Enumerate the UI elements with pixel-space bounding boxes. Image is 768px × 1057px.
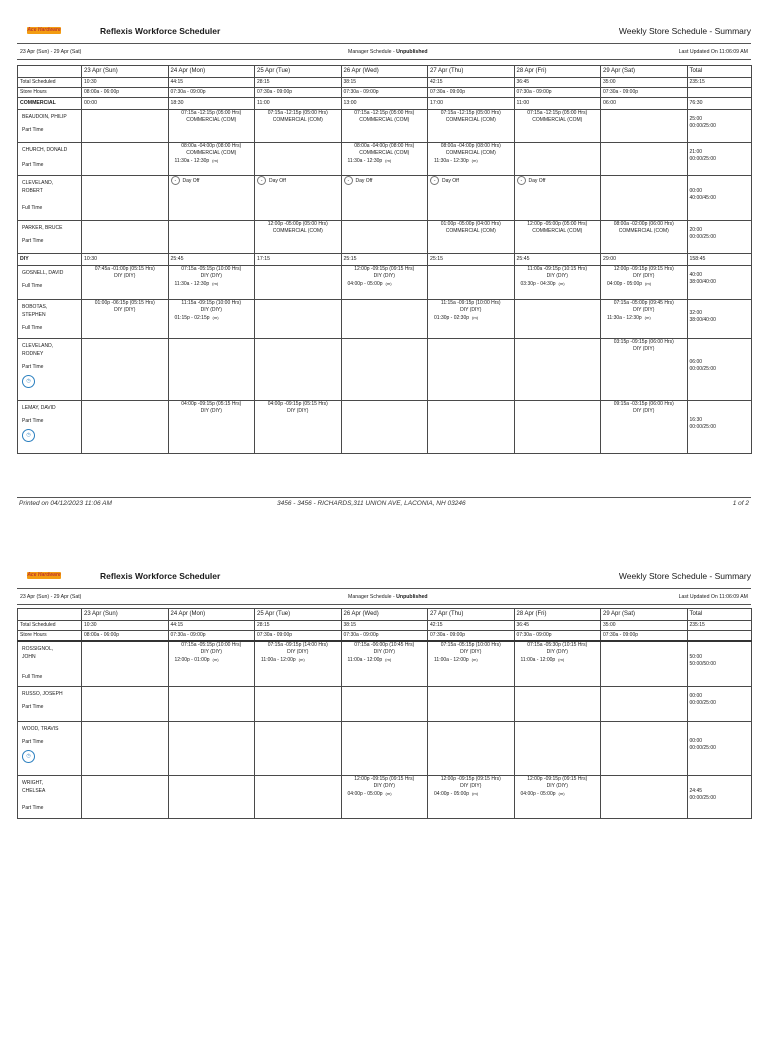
employee-name-cell[interactable]: WRIGHT, CHELSEA Part Time — [18, 775, 82, 818]
employee-row-wood — [18, 721, 752, 775]
shift-cell-empty[interactable] — [341, 686, 428, 721]
group-hours: 13:00 — [341, 98, 428, 110]
subheader-divider — [17, 59, 751, 60]
corner-cell — [18, 66, 82, 78]
day-off-cell[interactable]: ◔ Day Off — [255, 176, 342, 221]
group-hours: 25:45 — [168, 254, 255, 266]
report-title: Weekly Store Schedule - Summary — [618, 26, 751, 36]
metric-cell — [687, 631, 752, 642]
schedule-status: Manager Schedule - Unpublished — [348, 594, 428, 600]
metric-cell: 28:15 — [255, 621, 342, 631]
shift-cell[interactable]: 07:15a -05:15p (10:00 Hrs) DIY (DIY) 11:30a - 12:30p (m) — [168, 266, 255, 300]
metric-cell: 08:00a - 06:00p — [82, 88, 169, 98]
employee-name-cell[interactable]: BEAUDOIN, PHILIP Part Time — [18, 110, 82, 143]
shift-cell-empty[interactable] — [82, 339, 169, 401]
group-hours: 10:30 — [82, 254, 169, 266]
report-title: Weekly Store Schedule - Summary — [618, 571, 751, 581]
group-hours: 76:30 — [687, 98, 752, 110]
employee-row-russo — [18, 686, 752, 721]
metric-cell: 07:30a - 09:00p — [601, 631, 688, 642]
metric-cell: 07:30a - 09:00p — [428, 88, 515, 98]
metric-cell: 36:45 — [514, 621, 601, 631]
employee-total: 00:00 00:00/25:00 — [687, 686, 752, 721]
shift-cell-empty[interactable] — [255, 721, 342, 775]
subheader — [17, 47, 751, 57]
shift-cell-empty[interactable] — [341, 221, 428, 254]
employee-total: 40:00 38:00/40:00 — [687, 266, 752, 300]
employee-name-cell[interactable]: CLEVELAND, RODNEY Part Time ◷ — [18, 339, 82, 401]
metric-cell: 07:30a - 09:00p — [514, 631, 601, 642]
shift-cell-empty[interactable] — [428, 721, 515, 775]
shift-cell-empty[interactable] — [514, 339, 601, 401]
brand-logo: Ace Hardware — [27, 27, 61, 33]
employee-name-cell[interactable]: BOBOTAS, STEPHEN Full Time — [18, 300, 82, 339]
metric-cell: 44:15 — [168, 621, 255, 631]
day-header: 25 Apr (Tue) — [255, 609, 342, 621]
metric-cell: 08:00a - 06:00p — [82, 631, 169, 642]
employee-row-cleveland-rodney — [18, 339, 752, 401]
day-header: 24 Apr (Mon) — [168, 66, 255, 78]
printed-on: Printed on 04/12/2023 11:06 AM — [19, 500, 112, 507]
metric-cell: 35:00 — [601, 621, 688, 631]
shift-cell[interactable]: 07:45a -01:00p (05:15 Hrs) DIY (DIY) — [82, 266, 169, 300]
app-title: Reflexis Workforce Scheduler — [100, 571, 221, 581]
group-hours: 06:00 — [601, 98, 688, 110]
group-hours: 158:45 — [687, 254, 752, 266]
shift-cell-empty[interactable] — [82, 641, 169, 686]
schedule-table — [17, 608, 752, 819]
day-header: 27 Apr (Thu) — [428, 66, 515, 78]
shift-cell[interactable]: 01:00p -06:15p (05:15 Hrs) DIY (DIY) — [82, 300, 169, 339]
shift-cell[interactable]: 09:15a -03:15p (06:00 Hrs) DIY (DIY) — [601, 401, 688, 454]
metric-cell: 10:30 — [82, 78, 169, 88]
day-header: 29 Apr (Sat) — [601, 66, 688, 78]
employee-name-cell[interactable]: ROSSIGNOL, JOHN Full Time — [18, 641, 82, 686]
row-label: Total Scheduled — [18, 78, 82, 88]
shift-cell[interactable]: 03:15p -09:15p (06:00 Hrs) DIY (DIY) — [601, 339, 688, 401]
total-header: Total — [687, 609, 752, 621]
footer-divider — [17, 497, 751, 498]
shift-cell[interactable]: 08:00a -04:00p (08:00 Hrs) COMMERCIAL (COM) 11:30a - 12:30p (m) — [428, 143, 515, 176]
shift-cell-empty[interactable] — [255, 266, 342, 300]
schedule-status: Manager Schedule - Unpublished — [348, 49, 428, 55]
shift-cell-empty[interactable] — [82, 401, 169, 454]
metric-cell: 07:30a - 09:00p — [341, 631, 428, 642]
shift-cell-empty[interactable] — [601, 775, 688, 818]
metric-cell: 38:15 — [341, 621, 428, 631]
metric-cell: 42:15 — [428, 621, 515, 631]
day-header: 28 Apr (Fri) — [514, 66, 601, 78]
shift-cell-empty[interactable] — [168, 339, 255, 401]
employee-row-church — [18, 143, 752, 176]
shift-cell[interactable]: 11:15a -09:15p (10:00 Hrs) DIY (DIY) 01:30p - 02:30p (m) — [428, 300, 515, 339]
employee-total: 24:45 00:00/25:00 — [687, 775, 752, 818]
shift-cell[interactable]: 07:15a -05:15p (10:00 Hrs) DIY (DIY) 11:00a - 12:00p (m) — [428, 641, 515, 686]
shift-cell-empty[interactable] — [82, 110, 169, 143]
metric-cell — [687, 88, 752, 98]
day-header: 23 Apr (Sun) — [82, 609, 169, 621]
header-divider — [17, 43, 751, 44]
group-name[interactable]: COMMERCIAL — [18, 98, 82, 110]
shift-cell[interactable]: 12:00p -09:15p (09:15 Hrs) DIY (DIY) 04:00p - 05:00p (m) — [514, 775, 601, 818]
employee-name-cell[interactable]: LEMAY, DAVID Part Time ◷ — [18, 401, 82, 454]
group-row-diy — [18, 254, 752, 266]
total-scheduled-row — [18, 78, 752, 88]
shift-cell[interactable]: 12:00p -05:00p (05:00 Hrs) COMMERCIAL (COM) — [514, 221, 601, 254]
shift-cell-empty[interactable] — [428, 401, 515, 454]
metric-cell: 07:30a - 09:00p — [255, 631, 342, 642]
metric-cell: 10:30 — [82, 621, 169, 631]
employee-row-gosnell — [18, 266, 752, 300]
day-header: 25 Apr (Tue) — [255, 66, 342, 78]
shift-cell-empty[interactable] — [428, 686, 515, 721]
shift-cell[interactable]: 08:00a -02:00p (06:00 Hrs) COMMERCIAL (COM) — [601, 221, 688, 254]
last-updated: Last Updated On 11:06:09 AM — [678, 594, 748, 600]
row-label: Store Hours — [18, 88, 82, 98]
employee-total: 21:00 00:00/25:00 — [687, 143, 752, 176]
last-updated: Last Updated On 11:06:09 AM — [678, 49, 748, 55]
day-off-cell[interactable]: ◔ Day Off — [514, 176, 601, 221]
metric-cell: 07:30a - 09:00p — [514, 88, 601, 98]
group-hours: 25:45 — [514, 254, 601, 266]
shift-cell-empty[interactable] — [255, 300, 342, 339]
shift-cell-empty[interactable] — [601, 641, 688, 686]
employee-total: 06:00 00:00/25:00 — [687, 339, 752, 401]
date-range: 23 Apr (Sun) - 29 Apr (Sat) — [20, 594, 82, 600]
shift-cell-empty[interactable] — [428, 266, 515, 300]
day-header: 29 Apr (Sat) — [601, 609, 688, 621]
shift-cell[interactable]: 07:15a -06:00p (10:45 Hrs) DIY (DIY) 11:00a - 12:00p (m) — [341, 641, 428, 686]
employee-total: 20:00 00:00/25:00 — [687, 221, 752, 254]
employee-total: 25:00 00:00/25:00 — [687, 110, 752, 143]
employee-total: 00:00 40:00/45:00 — [687, 176, 752, 221]
shift-cell[interactable]: 01:00p -05:00p (04:00 Hrs) COMMERCIAL (COM) — [428, 221, 515, 254]
shift-cell-empty[interactable] — [255, 775, 342, 818]
metric-cell: 07:30a - 09:00p — [168, 631, 255, 642]
employee-name-cell[interactable]: CHURCH, DONALD Part Time — [18, 143, 82, 176]
report-header — [17, 20, 751, 40]
shift-cell[interactable]: 12:00p -09:15p (09:15 Hrs) DIY (DIY) 04:00p - 05:00p (m) — [601, 266, 688, 300]
day-header: 23 Apr (Sun) — [82, 66, 169, 78]
shift-cell[interactable]: 04:00p -09:15p (05:15 Hrs) DIY (DIY) — [168, 401, 255, 454]
group-hours: 17:15 — [255, 254, 342, 266]
shift-cell-empty[interactable] — [601, 721, 688, 775]
shift-cell[interactable]: 07:15a -09:15p (14:00 Hrs) DIY (DIY) 11:00a - 12:00p (m) — [255, 641, 342, 686]
day-off-icon: ◔ — [344, 176, 353, 185]
shift-cell-empty[interactable] — [514, 686, 601, 721]
shift-cell[interactable]: 11:00a -09:15p (10:15 Hrs) DIY (DIY) 03:30p - 04:30p (m) — [514, 266, 601, 300]
shift-cell[interactable]: 11:15a -09:15p (10:00 Hrs) DIY (DIY) 01:15p - 02:15p (m) — [168, 300, 255, 339]
shift-cell-empty[interactable] — [255, 339, 342, 401]
subheader-divider — [17, 604, 751, 605]
shift-cell-empty[interactable] — [82, 686, 169, 721]
day-off-icon: ◔ — [517, 176, 526, 185]
shift-cell[interactable]: 04:00p -09:15p (05:15 Hrs) DIY (DIY) — [255, 401, 342, 454]
store-hours-row — [18, 88, 752, 98]
shift-cell-empty[interactable] — [514, 401, 601, 454]
employee-name-cell[interactable]: RUSSO, JOSEPH Part Time — [18, 686, 82, 721]
day-header: 26 Apr (Wed) — [341, 609, 428, 621]
total-header: Total — [687, 66, 752, 78]
shift-cell-empty[interactable] — [514, 300, 601, 339]
shift-cell-empty[interactable] — [514, 721, 601, 775]
metric-cell: 36:45 — [514, 78, 601, 88]
employee-total: 00:00 00:00/25:00 — [687, 721, 752, 775]
day-header: 28 Apr (Fri) — [514, 609, 601, 621]
subheader — [17, 592, 751, 602]
shift-cell-empty[interactable] — [341, 339, 428, 401]
shift-cell-empty[interactable] — [168, 221, 255, 254]
group-name[interactable]: DIY — [18, 254, 82, 266]
report-header — [17, 565, 751, 585]
metric-cell: 42:15 — [428, 78, 515, 88]
shift-cell-empty[interactable] — [82, 221, 169, 254]
shift-cell-empty[interactable] — [168, 686, 255, 721]
metric-cell: 38:15 — [341, 78, 428, 88]
metric-cell: 07:30a - 09:00p — [255, 88, 342, 98]
shift-cell-empty[interactable] — [601, 110, 688, 143]
shift-cell-empty[interactable] — [341, 300, 428, 339]
shift-cell[interactable]: 07:15a -05:00p (09:45 Hrs) DIY (DIY) 11:30a - 12:30p (m) — [601, 300, 688, 339]
employee-row-rossignol — [18, 641, 752, 686]
group-hours: 00:00 — [82, 98, 169, 110]
shift-cell-empty[interactable] — [168, 775, 255, 818]
employee-total: 16:30 00:00/25:00 — [687, 401, 752, 454]
row-label: Total Scheduled — [18, 621, 82, 631]
shift-cell[interactable]: 07:15a -12:15p (05:00 Hrs) COMMERCIAL (COM) — [428, 110, 515, 143]
metric-cell: 07:30a - 09:00p — [428, 631, 515, 642]
shift-cell[interactable]: 08:00a -04:00p (08:00 Hrs) COMMERCIAL (COM) 11:30a - 12:30p (m) — [341, 143, 428, 176]
shift-cell-empty[interactable] — [82, 143, 169, 176]
shift-cell[interactable]: 08:00a -04:00p (08:00 Hrs) COMMERCIAL (COM) 11:30a - 12:30p (m) — [168, 143, 255, 176]
shift-cell[interactable]: 07:15a -12:15p (05:00 Hrs) COMMERCIAL (COM) — [341, 110, 428, 143]
shift-cell-empty[interactable] — [168, 721, 255, 775]
shift-cell[interactable]: 12:00p -09:15p (09:15 Hrs) DIY (DIY) 04:00p - 05:00p (m) — [428, 775, 515, 818]
employee-name-cell[interactable]: WOOD, TRAVIS Part Time ◷ — [18, 721, 82, 775]
group-hours: 18:30 — [168, 98, 255, 110]
group-hours: 11:00 — [514, 98, 601, 110]
metric-cell: 35:00 — [601, 78, 688, 88]
day-off-icon: ◔ — [257, 176, 266, 185]
shift-cell-empty[interactable] — [601, 176, 688, 221]
employee-total: 32:00 38:00/40:00 — [687, 300, 752, 339]
day-off-icon: ◔ — [430, 176, 439, 185]
app-title: Reflexis Workforce Scheduler — [100, 26, 221, 36]
schedule-table — [17, 65, 752, 454]
total-scheduled-row — [18, 621, 752, 631]
date-range: 23 Apr (Sun) - 29 Apr (Sat) — [20, 49, 82, 55]
schedule-page-2 — [0, 545, 768, 1057]
group-hours: 17:00 — [428, 98, 515, 110]
shift-cell-empty[interactable] — [514, 143, 601, 176]
day-off-cell[interactable]: ◔ Day Off — [168, 176, 255, 221]
header-divider — [17, 588, 751, 589]
metric-cell: 235:15 — [687, 621, 752, 631]
employee-row-bobotas — [18, 300, 752, 339]
day-header: 27 Apr (Thu) — [428, 609, 515, 621]
schedule-page-1 — [0, 0, 768, 512]
metric-cell: 28:15 — [255, 78, 342, 88]
day-header-row — [18, 609, 752, 621]
employee-row-lemay — [18, 401, 752, 454]
availability-clock-icon[interactable]: ◷ — [22, 375, 35, 388]
metric-cell: 07:30a - 09:00p — [601, 88, 688, 98]
group-hours: 29:00 — [601, 254, 688, 266]
employee-row-cleveland-robert — [18, 176, 752, 221]
shift-cell[interactable]: 12:00p -09:15p (09:15 Hrs) DIY (DIY) 04:00p - 05:00p (m) — [341, 266, 428, 300]
metric-cell: 235:15 — [687, 78, 752, 88]
metric-cell: 44:15 — [168, 78, 255, 88]
store-address: 3456 - 3456 - RICHARDS,311 UNION AVE, LACONIA, NH 03246 — [277, 500, 466, 507]
employee-name-cell[interactable]: PARKER, BRUCE Part Time — [18, 221, 82, 254]
day-off-cell[interactable]: ◔ Day Off — [428, 176, 515, 221]
availability-clock-icon[interactable]: ◷ — [22, 750, 35, 763]
day-off-icon: ◔ — [171, 176, 180, 185]
shift-cell[interactable]: 12:00p -05:00p (05:00 Hrs) COMMERCIAL (COM) — [255, 221, 342, 254]
shift-cell[interactable]: 07:15a -05:30p (10:15 Hrs) DIY (DIY) 11:00a - 12:00p (m) — [514, 641, 601, 686]
brand-logo: Ace Hardware — [27, 572, 61, 578]
row-label: Store Hours — [18, 631, 82, 642]
shift-cell[interactable]: 07:15a -12:15p (05:00 Hrs) COMMERCIAL (COM) — [168, 110, 255, 143]
day-header: 24 Apr (Mon) — [168, 609, 255, 621]
group-hours: 25:15 — [428, 254, 515, 266]
availability-clock-icon[interactable]: ◷ — [22, 429, 35, 442]
shift-cell[interactable]: 12:00p -09:15p (09:15 Hrs) DIY (DIY) 04:00p - 05:00p (m) — [341, 775, 428, 818]
page-number: 1 of 2 — [732, 500, 749, 507]
employee-row-wright — [18, 775, 752, 818]
shift-cell-empty[interactable] — [428, 339, 515, 401]
employee-row-parker — [18, 221, 752, 254]
metric-cell: 07:30a - 09:00p — [341, 88, 428, 98]
shift-cell-empty[interactable] — [82, 176, 169, 221]
day-header: 26 Apr (Wed) — [341, 66, 428, 78]
day-header-row — [18, 66, 752, 78]
metric-cell: 07:30a - 09:00p — [168, 88, 255, 98]
shift-cell-empty[interactable] — [255, 686, 342, 721]
shift-cell-empty[interactable] — [255, 143, 342, 176]
shift-cell[interactable]: 07:15a -12:15p (05:00 Hrs) COMMERCIAL (COM) — [255, 110, 342, 143]
store-hours-row — [18, 631, 752, 642]
group-hours: 11:00 — [255, 98, 342, 110]
shift-cell-empty[interactable] — [601, 686, 688, 721]
group-hours: 25:15 — [341, 254, 428, 266]
shift-cell-empty[interactable] — [82, 775, 169, 818]
shift-cell[interactable]: 07:15a -12:15p (05:00 Hrs) COMMERCIAL (COM) — [514, 110, 601, 143]
employee-row-beaudoin — [18, 110, 752, 143]
shift-cell-empty[interactable] — [82, 721, 169, 775]
employee-name-cell[interactable]: GOSNELL, DAVID Full Time — [18, 266, 82, 300]
employee-total: 50:00 50:00/50:00 — [687, 641, 752, 686]
shift-cell-empty[interactable] — [341, 721, 428, 775]
employee-name-cell[interactable]: CLEVELAND, ROBERT Full Time — [18, 176, 82, 221]
group-row-commercial — [18, 98, 752, 110]
day-off-cell[interactable]: ◔ Day Off — [341, 176, 428, 221]
shift-cell-empty[interactable] — [601, 143, 688, 176]
shift-cell-empty[interactable] — [341, 401, 428, 454]
shift-cell[interactable]: 07:15a -05:15p (10:00 Hrs) DIY (DIY) 12:00p - 01:00p (m) — [168, 641, 255, 686]
corner-cell — [18, 609, 82, 621]
